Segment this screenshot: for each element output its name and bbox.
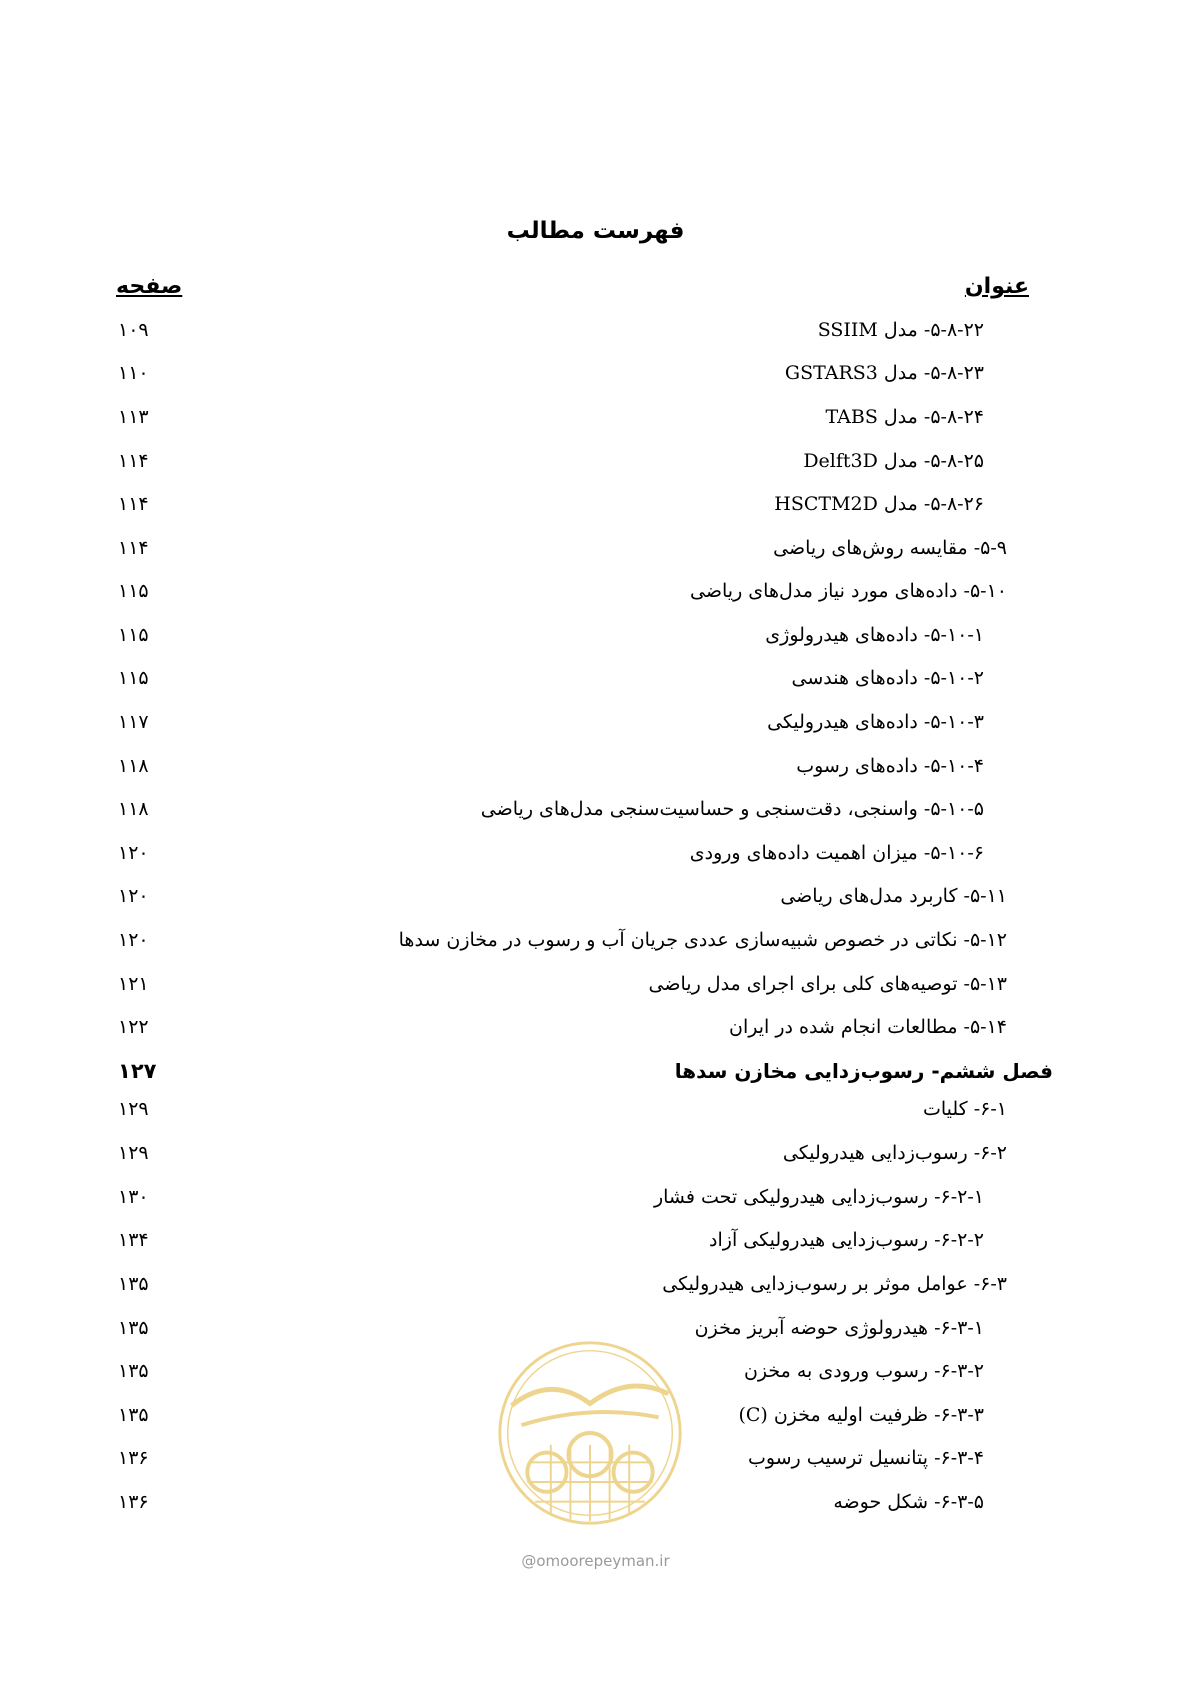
toc-entry-page: ۱۲۱ [118, 973, 149, 995]
toc-entry-title: ۵-۱۰-۲- داده‌های هندسی [791, 667, 984, 689]
toc-entry-page: ۱۲۰ [118, 929, 149, 951]
toc-entry-title: ۶-۳-۱- هیدرولوژی حوضه آبریز مخزن [694, 1317, 984, 1339]
toc-entry[interactable] [0, 406, 1191, 436]
toc-entry-title: ۶-۲-۱- رسوب‌زدایی هیدرولیکی تحت فشار [653, 1186, 984, 1208]
toc-entry[interactable] [0, 319, 1191, 349]
toc-entry-page: ۱۱۸ [118, 755, 149, 777]
toc-chapter-page: ۱۲۷ [118, 1059, 157, 1083]
toc-entry-title: ۵-۸-۲۴- مدل TABS [825, 406, 984, 428]
toc-entry-page: ۱۲۰ [118, 842, 149, 864]
toc-entry-page: ۱۳۶ [118, 1491, 149, 1513]
toc-chapter-entry[interactable] [0, 1059, 1191, 1089]
toc-entry-page: ۱۱۴ [118, 450, 149, 472]
toc-entry-title: ۵-۱۰-۱- داده‌های هیدرولوژی [765, 624, 984, 646]
toc-entry-title: ۵-۱۰-۵- واسنجی، دقت‌سنجی و حساسیت‌سنجی مدل‌های ریاضی [480, 798, 984, 820]
toc-entry-title: ۵-۱۲- نکاتی در خصوص شبیه‌سازی عددی جریان آب و رسوب در مخازن سدها [398, 929, 1007, 951]
toc-entry-title: ۶-۳-۵- شکل حوضه [833, 1491, 984, 1513]
watermark-url: @omoorepeyman.ir [521, 1552, 670, 1570]
toc-entry-title: ۵-۱۴- مطالعات انجام شده در ایران [729, 1016, 1007, 1038]
toc-entry[interactable] [0, 711, 1191, 741]
toc-entry[interactable] [0, 1186, 1191, 1216]
toc-entry[interactable] [0, 842, 1191, 872]
toc-entry[interactable] [0, 755, 1191, 785]
toc-entry[interactable] [0, 362, 1191, 392]
toc-entry-title: ۵-۱۰-۶- میزان اهمیت داده‌های ورودی [689, 842, 984, 864]
toc-entry-title: ۶-۲-۲- رسوب‌زدایی هیدرولیکی آزاد [709, 1229, 984, 1251]
toc-entry[interactable] [0, 580, 1191, 610]
toc-entry-page: ۱۱۵ [118, 624, 149, 646]
toc-entry-page: ۱۱۳ [118, 406, 149, 428]
toc-entry-page: ۱۱۵ [118, 580, 149, 602]
toc-entry[interactable] [0, 493, 1191, 523]
toc-entry-page: ۱۱۴ [118, 493, 149, 515]
toc-entry-page: ۱۲۹ [118, 1098, 149, 1120]
toc-entry[interactable] [0, 1273, 1191, 1303]
toc-entry-title: ۵-۹- مقایسه روش‌های ریاضی [773, 537, 1007, 559]
toc-entry-page: ۱۱۸ [118, 798, 149, 820]
toc-entry-page: ۱۱۰ [118, 362, 149, 384]
toc-entry-title: ۶-۱- کلیات [922, 1098, 1007, 1120]
toc-entry-title: ۵-۸-۲۲- مدل SSIIM [817, 319, 984, 341]
toc-entry-title: ۵-۱۰- داده‌های مورد نیاز مدل‌های ریاضی [690, 580, 1007, 602]
toc-entry[interactable] [0, 1098, 1191, 1128]
toc-entry-page: ۱۲۲ [118, 1016, 149, 1038]
toc-entry[interactable] [0, 798, 1191, 828]
toc-entry-title: ۵-۱۰-۳- داده‌های هیدرولیکی [767, 711, 984, 733]
toc-entry-title: ۵-۸-۲۵- مدل Delft3D [803, 450, 984, 472]
toc-entry-title: ۶-۲- رسوب‌زدایی هیدرولیکی [782, 1142, 1007, 1164]
toc-entry-page: ۱۰۹ [118, 319, 149, 341]
toc-entry-page: ۱۳۰ [118, 1186, 149, 1208]
toc-entry-page: ۱۳۵ [118, 1273, 149, 1295]
toc-entry-title: ۶-۳-۲- رسوب ورودی به مخزن [743, 1360, 984, 1382]
toc-entry-title: ۵-۸-۲۳- مدل GSTARS3 [784, 362, 984, 384]
omoorepeyman-seal-icon [492, 1335, 688, 1531]
toc-entry[interactable] [0, 537, 1191, 567]
toc-entry-page: ۱۱۵ [118, 667, 149, 689]
toc-entry[interactable] [0, 1229, 1191, 1259]
toc-entry-page: ۱۲۰ [118, 885, 149, 907]
page-column-header: صفحه [116, 274, 183, 299]
toc-entry-page: ۱۳۵ [118, 1317, 149, 1339]
toc-entry-page: ۱۲۹ [118, 1142, 149, 1164]
toc-entry-page: ۱۳۵ [118, 1404, 149, 1426]
toc-entry[interactable] [0, 1016, 1191, 1046]
toc-entry-title: ۶-۳- عوامل موثر بر رسوب‌زدایی هیدرولیکی [662, 1273, 1007, 1295]
toc-entry-title: ۵-۱۱- کاربرد مدل‌های ریاضی [780, 885, 1007, 907]
toc-entry-title: ۵-۱۳- توصیه‌های کلی برای اجرای مدل ریاضی [648, 973, 1007, 995]
toc-chapter-title: فصل ششم- رسوب‌زدایی مخازن سدها [674, 1059, 1053, 1083]
toc-entry-page: ۱۱۴ [118, 537, 149, 559]
toc-entry[interactable] [0, 624, 1191, 654]
toc-entry[interactable] [0, 667, 1191, 697]
toc-entry[interactable] [0, 885, 1191, 915]
page-title: فهرست مطالب [506, 218, 685, 244]
toc-entry[interactable] [0, 929, 1191, 959]
toc-entry-title: ۶-۳-۴- پتانسیل ترسیب رسوب [747, 1447, 984, 1469]
toc-entry-page: ۱۳۶ [118, 1447, 149, 1469]
toc-entry[interactable] [0, 973, 1191, 1003]
title-column-header: عنوان [964, 274, 1029, 299]
toc-entry-page: ۱۱۷ [118, 711, 149, 733]
toc-entry-title: ۵-۱۰-۴- داده‌های رسوب [796, 755, 984, 777]
toc-entry-page: ۱۳۵ [118, 1360, 149, 1382]
toc-entry[interactable] [0, 1142, 1191, 1172]
toc-entry-page: ۱۳۴ [118, 1229, 149, 1251]
toc-entry-title: ۶-۳-۳- ظرفیت اولیه مخزن (C) [738, 1404, 984, 1426]
toc-entry-title: ۵-۸-۲۶- مدل HSCTM2D [774, 493, 984, 515]
toc-entry[interactable] [0, 450, 1191, 480]
